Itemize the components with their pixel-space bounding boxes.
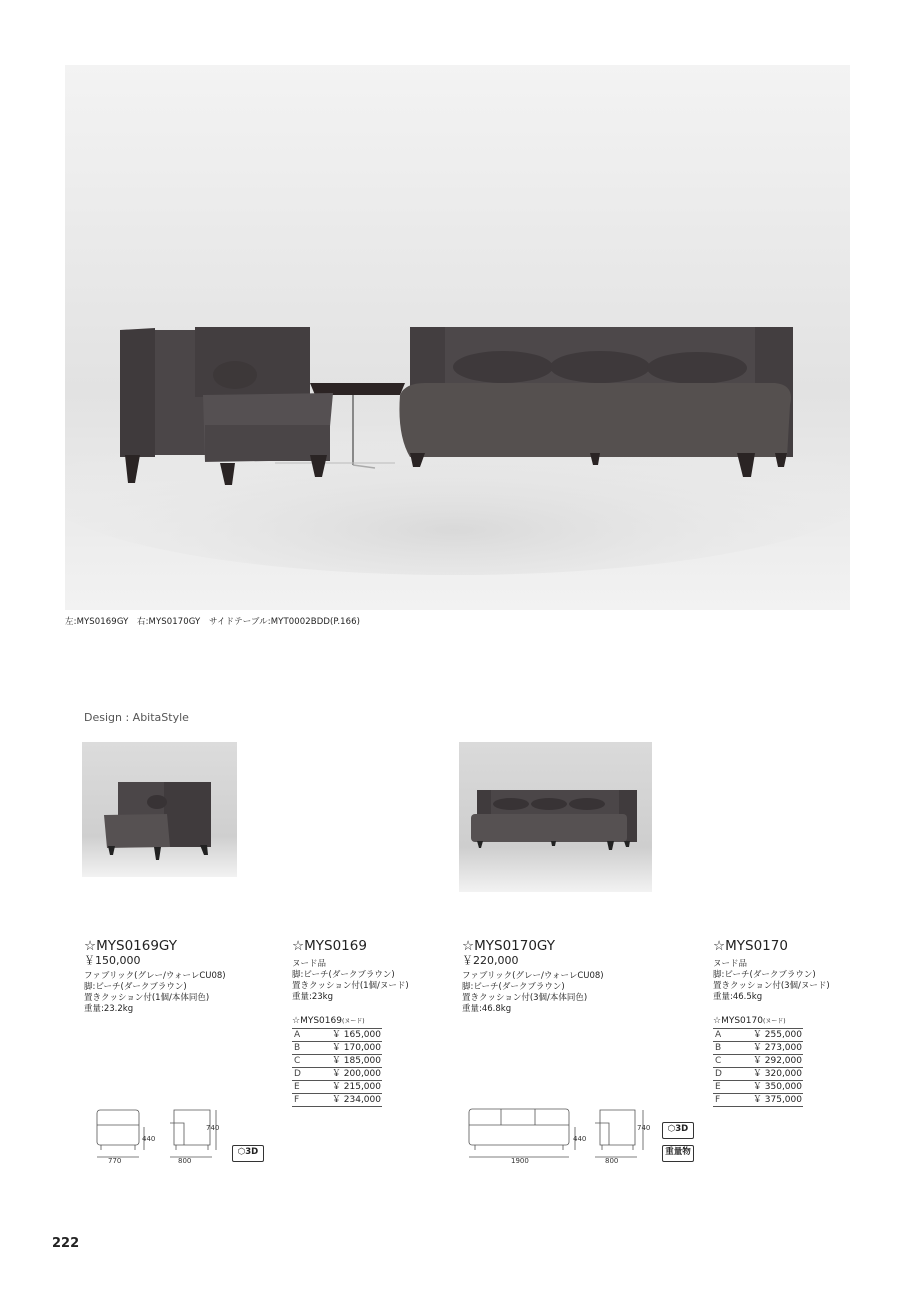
grade-price: ￥ 292,000 (750, 1055, 803, 1068)
spec-line: 置きクッション付(3個/ヌード) (713, 981, 830, 991)
table-note: (ヌード) (341, 1018, 365, 1025)
grade-cell: A (292, 1029, 329, 1042)
table-title-text: ☆MYS0169 (292, 1016, 342, 1026)
spec-line: 重量:46.8kg (462, 1004, 512, 1014)
cube-icon: ⬡ (237, 1147, 246, 1157)
price-table-title (713, 1015, 803, 1029)
product-price: ￥220,000 (462, 954, 519, 967)
armchair-thumbnail (82, 742, 237, 877)
dim-width: 770 (108, 1157, 122, 1165)
product-specs (292, 959, 409, 1003)
table-row (713, 1055, 803, 1068)
product-specs (84, 971, 226, 1015)
spec-line: 脚:ビーチ(ダークブラウン) (292, 970, 395, 980)
dim-height: 740 (637, 1124, 651, 1132)
3d-badge (662, 1122, 694, 1139)
grade-cell: E (713, 1081, 750, 1094)
table-title-text: ☆MYS0170 (713, 1016, 763, 1026)
spec-line: 重量:46.5kg (713, 992, 763, 1002)
grade-cell: E (292, 1081, 329, 1094)
spec-line: ヌード品 (292, 959, 327, 969)
grade-price: ￥ 273,000 (750, 1042, 803, 1055)
grade-price: ￥ 320,000 (750, 1068, 803, 1081)
grade-price: ￥ 165,000 (329, 1029, 382, 1042)
grade-cell: D (713, 1068, 750, 1081)
hero-photo (65, 65, 850, 610)
sofa (399, 327, 793, 477)
table-row (292, 1068, 382, 1081)
hero-sofa-set-image (65, 65, 850, 610)
spec-line: 置きクッション付(1個/本体同色) (84, 993, 210, 1003)
design-credit: Design : AbitaStyle (84, 711, 189, 724)
dim-depth: 800 (178, 1157, 192, 1165)
table-row (713, 1094, 803, 1107)
grade-price: ￥ 234,000 (329, 1094, 382, 1107)
spec-line: 重量:23kg (292, 992, 333, 1002)
grade-cell: A (713, 1029, 750, 1042)
3d-badge (232, 1145, 264, 1162)
spec-line: 脚:ビーチ(ダークブラウン) (713, 970, 816, 980)
spec-line: 重量:23.2kg (84, 1004, 134, 1014)
spec-line: 脚:ビーチ(ダークブラウン) (84, 982, 187, 992)
table-row (292, 1081, 382, 1094)
spec-line: 置きクッション付(3個/本体同色) (462, 993, 588, 1003)
grade-price: ￥ 170,000 (329, 1042, 382, 1055)
price-table-mys0169 (292, 1015, 382, 1107)
product-name: ☆MYS0169 (292, 938, 367, 954)
sofa-thumbnail (459, 742, 652, 892)
product-mys0170gy (462, 939, 604, 1015)
grade-price: ￥ 200,000 (329, 1068, 382, 1081)
dim-seat-height: 440 (142, 1135, 156, 1143)
armchair-dimension-drawing (92, 1105, 222, 1169)
page-number: 222 (52, 1236, 80, 1251)
product-mys0170 (713, 939, 830, 1003)
product-name: ☆MYS0170GY (462, 938, 555, 954)
grade-cell: F (292, 1094, 329, 1107)
price-table-mys0170 (713, 1015, 803, 1107)
product-mys0169gy (84, 939, 226, 1015)
grade-cell: F (713, 1094, 750, 1107)
product-specs (713, 959, 830, 1003)
grade-price: ￥ 350,000 (750, 1081, 803, 1094)
spec-line: ヌード品 (713, 959, 748, 969)
dim-depth: 800 (605, 1157, 619, 1165)
table-row (713, 1068, 803, 1081)
dim-width: 1900 (511, 1157, 529, 1165)
product-name: ☆MYS0170 (713, 938, 788, 954)
table-row (713, 1042, 803, 1055)
badge-label: 3D (675, 1124, 689, 1134)
table-row (292, 1042, 382, 1055)
grade-cell: D (292, 1068, 329, 1081)
table-row (713, 1029, 803, 1042)
table-row (292, 1094, 382, 1107)
grade-cell: B (713, 1042, 750, 1055)
price-table-title (292, 1015, 382, 1029)
grade-cell: C (292, 1055, 329, 1068)
grade-price: ￥ 185,000 (329, 1055, 382, 1068)
product-specs (462, 971, 604, 1015)
table-row (292, 1055, 382, 1068)
cube-icon: ⬡ (667, 1124, 676, 1134)
sofa-dimension-drawing (465, 1105, 660, 1169)
product-mys0169 (292, 939, 409, 1003)
spec-line: ファブリック(グレー/ウォーレCU08) (462, 971, 604, 981)
grade-cell: B (292, 1042, 329, 1055)
table-note: (ヌード) (762, 1018, 786, 1025)
heavy-item-badge: 重量物 (662, 1145, 694, 1162)
spec-line: ファブリック(グレー/ウォーレCU08) (84, 971, 226, 981)
grade-price: ￥ 375,000 (750, 1094, 803, 1107)
grade-price: ￥ 215,000 (329, 1081, 382, 1094)
spec-line: 脚:ビーチ(ダークブラウン) (462, 982, 565, 992)
dim-seat-height: 440 (573, 1135, 587, 1143)
product-name: ☆MYS0169GY (84, 938, 177, 954)
table-row (713, 1081, 803, 1094)
grade-price: ￥ 255,000 (750, 1029, 803, 1042)
product-price: ￥150,000 (84, 954, 141, 967)
badge-label: 3D (245, 1147, 259, 1157)
dim-height: 740 (206, 1124, 220, 1132)
hero-caption: 左:MYS0169GY 右:MYS0170GY サイドテーブル:MYT0002BDD(P.166) (65, 617, 361, 627)
table-row (292, 1029, 382, 1042)
spec-line: 置きクッション付(1個/ヌード) (292, 981, 409, 991)
grade-cell: C (713, 1055, 750, 1068)
